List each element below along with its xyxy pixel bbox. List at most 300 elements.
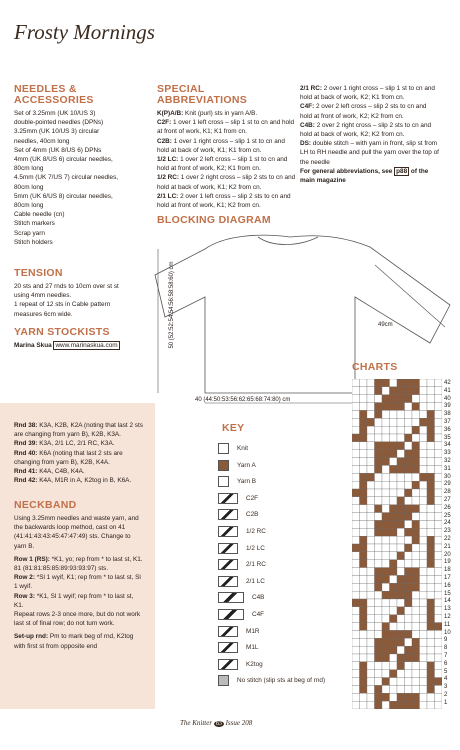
abbrev-item: DS: double stitch – with yarn in front, slip st from LH to RH needle and pull the yarn over the top of the needle	[300, 140, 439, 166]
rounds-list	[14, 421, 144, 485]
chart-cell	[405, 638, 413, 646]
chart-cell	[427, 701, 435, 709]
chart-cell	[382, 395, 390, 403]
chart-cell	[375, 403, 383, 411]
chart-cell	[435, 575, 443, 583]
chart-cell	[420, 403, 428, 411]
chart-cell	[375, 418, 383, 426]
chart-cell	[435, 599, 443, 607]
tension-line: 1 repeat of 12 sts in Cable pattern	[14, 301, 111, 309]
chart-cell	[397, 599, 405, 607]
chart-cell	[405, 528, 413, 536]
chart-cell	[367, 536, 375, 544]
chart-cell	[360, 552, 368, 560]
chart-cell	[375, 552, 383, 560]
key-label: K2tog	[246, 660, 263, 668]
chart-cell	[390, 395, 398, 403]
chart-cell	[405, 442, 413, 450]
abbrev-item: C2B: 1 over 1 right cross – slip 1 st to cn and hold at back of work, K1; K1 from cn.	[157, 137, 285, 154]
chart-cell	[427, 528, 435, 536]
chart-cell	[375, 426, 383, 434]
key-swatch	[218, 493, 238, 504]
chart-cell	[412, 458, 420, 466]
tension-line: 20 sts and 27 rnds to 10cm over st st	[14, 283, 119, 290]
chart-cell	[435, 458, 443, 466]
needles-list	[14, 109, 149, 247]
chart-cell	[360, 654, 368, 662]
key-swatch	[218, 509, 238, 520]
chart-cell	[435, 536, 443, 544]
chart-cell	[412, 646, 420, 654]
chart-cell	[382, 646, 390, 654]
chart-cell	[390, 623, 398, 631]
chart-cell	[390, 615, 398, 623]
chart-cell	[352, 497, 360, 505]
chart-cell	[352, 513, 360, 521]
chart-cell	[367, 544, 375, 552]
needle-item: Stitch markers	[14, 220, 55, 228]
chart-cell	[405, 654, 413, 662]
chart-cell	[427, 670, 435, 678]
chart-cell	[435, 442, 443, 450]
chart-cell	[367, 450, 375, 458]
chart-cell	[412, 599, 420, 607]
chart-cell	[405, 418, 413, 426]
chart-cell	[352, 528, 360, 536]
chart-cell	[367, 654, 375, 662]
chart-cell	[390, 662, 398, 670]
chart-cell	[412, 418, 420, 426]
chart-cell	[360, 701, 368, 709]
chart-cell	[427, 615, 435, 623]
chart-cell	[397, 630, 405, 638]
chart-cell	[360, 685, 368, 693]
chart-row-number: 16	[444, 582, 451, 589]
chart-cell	[390, 489, 398, 497]
chart-cell	[360, 497, 368, 505]
chart-cell	[412, 560, 420, 568]
tension-heading: TENSION	[14, 267, 63, 279]
chart-cell	[397, 505, 405, 513]
abbrev-item: 2/1 RC: 2 over 1 right cross – slip 1 st to cn and hold at back of work, K2; K1 from cn.	[300, 85, 435, 102]
chart-cell	[412, 505, 420, 513]
chart-cell	[435, 670, 443, 678]
chart-cell	[390, 410, 398, 418]
chart-cell	[367, 670, 375, 678]
chart-cell	[397, 568, 405, 576]
abbrev-page-link[interactable]: p88	[396, 167, 408, 175]
chart-cell	[382, 670, 390, 678]
chart-cell	[367, 410, 375, 418]
chart-cell	[435, 450, 443, 458]
chart-cell	[375, 670, 383, 678]
needle-item: 80cm long	[14, 183, 44, 191]
chart-cell	[405, 450, 413, 458]
chart-cell	[382, 591, 390, 599]
needle-item: Set of 3.25mm (UK 10/US 3)	[14, 110, 96, 117]
chart-cell	[352, 638, 360, 646]
abbrev-heading: SPECIAL ABBREVIATIONS	[157, 83, 248, 106]
chart-cell	[390, 599, 398, 607]
chart-row-number: 34	[444, 442, 451, 449]
chart-cell	[435, 410, 443, 418]
chart-cell	[420, 599, 428, 607]
chart-row-number: 36	[444, 426, 451, 433]
chart-cell	[397, 489, 405, 497]
chart-cell	[375, 623, 383, 631]
chart-cell	[352, 615, 360, 623]
chart-cell	[420, 646, 428, 654]
chart-cell	[397, 418, 405, 426]
chart-cell	[367, 403, 375, 411]
chart-cell	[382, 678, 390, 686]
chart-cell	[382, 520, 390, 528]
chart-cell	[435, 607, 443, 615]
chart-cell	[390, 591, 398, 599]
chart-cell	[352, 575, 360, 583]
chart-cell	[352, 630, 360, 638]
chart-cell	[397, 678, 405, 686]
chart-cell	[412, 528, 420, 536]
chart-cell	[435, 693, 443, 701]
chart-cell	[367, 583, 375, 591]
chart-row-number: 11	[444, 621, 451, 628]
chart-cell	[427, 583, 435, 591]
chart-cell	[405, 497, 413, 505]
chart-cell	[435, 497, 443, 505]
chart-cell	[412, 410, 420, 418]
chart-cell	[375, 442, 383, 450]
chart-cell	[367, 458, 375, 466]
chart-cell	[352, 489, 360, 497]
sleeve-length-label: 49cm	[378, 322, 393, 328]
chart-cell	[382, 701, 390, 709]
chart-cell	[397, 575, 405, 583]
chart-cell	[420, 583, 428, 591]
key-label: Yarn B	[237, 478, 257, 486]
abbrev-item: C4F: 2 over 2 left cross – slip 2 sts to cn and hold at front of work, K2; K2 from cn.	[300, 103, 427, 120]
chart-cell	[360, 615, 368, 623]
chart-cell	[375, 544, 383, 552]
chart-cell	[352, 583, 360, 591]
chart-cell	[390, 575, 398, 583]
chart-cell	[435, 638, 443, 646]
chart-cell	[420, 481, 428, 489]
chart-cell	[427, 442, 435, 450]
chart-cell	[390, 418, 398, 426]
chart-cell	[382, 623, 390, 631]
chart-cell	[367, 615, 375, 623]
chart-cell	[397, 662, 405, 670]
chart-cell	[375, 591, 383, 599]
chart-cell	[382, 434, 390, 442]
chart-cell	[397, 481, 405, 489]
chart-cell	[367, 607, 375, 615]
chart-cell	[360, 387, 368, 395]
chart-cell	[352, 465, 360, 473]
chart-cell	[435, 552, 443, 560]
chart-cell	[360, 670, 368, 678]
chart-row-number: 15	[444, 590, 451, 597]
chart-cell	[375, 685, 383, 693]
key-item	[218, 543, 265, 554]
tension-section	[14, 268, 149, 319]
chart-cell	[352, 568, 360, 576]
chart-cell	[375, 410, 383, 418]
chart-cell	[367, 426, 375, 434]
round-item: Rnd 39: K3A, 2/1 LC, 2/1 RC, K3A.	[14, 440, 115, 448]
abbrev-item: 1/2 RC: 1 over 2 right cross – slip 2 sts to cn and hold at back of work, K1; K2 from cn.	[157, 174, 296, 191]
abbrev-item: C2F: 1 over 1 left cross – slip 1 st to cn and hold at front of work, K1; K1 from cn.	[157, 119, 295, 136]
chart-cell	[390, 670, 398, 678]
chart-row-number: 31	[444, 465, 451, 472]
chart-cell	[435, 473, 443, 481]
chart-cell	[420, 544, 428, 552]
chart-cell	[360, 513, 368, 521]
yarn-url-link[interactable]: www.marinaskua.com	[55, 342, 118, 349]
chart-cell	[390, 638, 398, 646]
chart-cell	[375, 536, 383, 544]
chart-cell	[420, 410, 428, 418]
key-item	[218, 592, 264, 603]
chart-cell	[405, 560, 413, 568]
chart-cell	[412, 442, 420, 450]
chart-cell	[420, 442, 428, 450]
chart-cell	[375, 520, 383, 528]
chart-row-number: 25	[444, 512, 451, 519]
chart-cell	[427, 513, 435, 521]
key-item	[218, 642, 258, 653]
chart-cell	[352, 685, 360, 693]
chart-cell	[367, 560, 375, 568]
chart-cell	[375, 654, 383, 662]
chart-cell	[405, 670, 413, 678]
chart-row-number: 17	[444, 575, 451, 581]
key-swatch	[218, 626, 238, 637]
chart-cell	[382, 575, 390, 583]
key-label: No stitch (slip sts at beg of rnd)	[237, 677, 326, 685]
chart-row-number: 2	[444, 692, 448, 698]
chart-cell	[390, 387, 398, 395]
chart-cell	[427, 630, 435, 638]
chart-cell	[397, 434, 405, 442]
needle-item: 4mm (UK 8/US 6) circular needles,	[14, 156, 113, 164]
chart-cell	[382, 379, 390, 387]
chart-cell	[427, 395, 435, 403]
chart-cell	[390, 379, 398, 387]
chart-row-number: 6	[444, 660, 448, 667]
chart-cell	[367, 575, 375, 583]
chart-cell	[382, 583, 390, 591]
chart-cell	[397, 426, 405, 434]
chart-cell	[412, 630, 420, 638]
chart-cell	[382, 607, 390, 615]
charts-heading: CHARTS	[352, 361, 398, 373]
chart-cell	[390, 544, 398, 552]
chart-cell	[397, 473, 405, 481]
chart-cell	[352, 607, 360, 615]
chart-cell	[435, 403, 443, 411]
chart-cell	[420, 465, 428, 473]
chart-cell	[390, 630, 398, 638]
chart-cell	[420, 678, 428, 686]
chart-row-number: 21	[444, 543, 451, 550]
key-swatch	[218, 543, 238, 554]
chart-cell	[397, 623, 405, 631]
chart-cell	[390, 442, 398, 450]
chart-cell	[382, 513, 390, 521]
chart-cell	[405, 693, 413, 701]
chart-cell	[420, 434, 428, 442]
chart-cell	[420, 591, 428, 599]
chart-cell	[420, 458, 428, 466]
chart-cell	[435, 560, 443, 568]
chart-cell	[397, 670, 405, 678]
round-item: Rnd 42: K4A, M1R in A, K2tog in B, K6A.	[14, 477, 132, 485]
chart-cell	[375, 458, 383, 466]
chart-cell	[360, 630, 368, 638]
chart-cell	[405, 465, 413, 473]
chart-cell	[367, 395, 375, 403]
chart-cell	[360, 623, 368, 631]
chart-cell	[375, 513, 383, 521]
chart-cell	[427, 458, 435, 466]
chart-cell	[427, 560, 435, 568]
chart-row-number: 42	[444, 380, 451, 386]
neckband-heading: NECKBAND	[14, 499, 77, 511]
chart-cell	[412, 638, 420, 646]
chart-cell	[412, 693, 420, 701]
needles-heading: NEEDLES & ACCESSORIES	[14, 83, 94, 106]
yarn-brand: Marina Skua	[14, 342, 52, 349]
chart-cell	[352, 403, 360, 411]
chart-cell	[367, 442, 375, 450]
chart-cell	[427, 465, 435, 473]
pattern-panel	[0, 403, 155, 709]
chart-cell	[420, 662, 428, 670]
key-item	[218, 609, 264, 620]
chart-cell	[405, 458, 413, 466]
chart-cell	[360, 528, 368, 536]
chart-cell	[412, 489, 420, 497]
chart-cell	[412, 662, 420, 670]
chart-cell	[352, 450, 360, 458]
chart-cell	[360, 473, 368, 481]
chart-cell	[397, 646, 405, 654]
neckband-text: Using 3.25mm needles and waste yarn, and the backwards loop method, cast on 41 (41:41:43:43:45:47:47:49) sts. Change to yarn B. Row 1 (RS): *K1, yo; rep from * to last st, K1. 81 (81:81:85:85:89:93:93:97) sts. Row 2: *Sl 1 wyif, K1; rep from * to last st, Sl 1 wyif. Row 3: *K1, Sl 1 wyif; rep from * to last st, K1. Repeat rows 2-3 once more, but do not work last st of final row; do not turn work. Set-up rnd: Pm to mark beg of rnd, K2tog with first st from opposite end	[14, 515, 143, 650]
chart-cell	[397, 520, 405, 528]
chart-cell	[352, 591, 360, 599]
chart-cell	[405, 685, 413, 693]
chart-cell	[412, 513, 420, 521]
chart-cell	[405, 615, 413, 623]
chart-row-number: 10	[444, 629, 451, 636]
chart-cell	[412, 670, 420, 678]
chart-cell	[405, 379, 413, 387]
chart-cell	[420, 693, 428, 701]
key-swatch	[218, 526, 238, 537]
chart-cell	[375, 701, 383, 709]
chart-cell	[367, 418, 375, 426]
chart-cell	[390, 458, 398, 466]
abbrev-general: For general abbreviations, see	[300, 167, 393, 175]
chart-cell	[352, 662, 360, 670]
chart-cell	[420, 623, 428, 631]
key-swatch	[218, 476, 229, 487]
chart-cell	[360, 591, 368, 599]
chart-row-number: 7	[444, 653, 448, 659]
key-label: M1R	[246, 627, 260, 635]
chart-cell	[360, 536, 368, 544]
chart-row-number: 19	[444, 559, 451, 566]
chart-row-number: 30	[444, 473, 451, 480]
chart-cell	[367, 513, 375, 521]
chart-cell	[360, 662, 368, 670]
chart-cell	[420, 607, 428, 615]
chart-cell	[435, 489, 443, 497]
chart-cell	[427, 678, 435, 686]
chart-cell	[412, 701, 420, 709]
chart-cell	[360, 693, 368, 701]
chart-row-number: 27	[444, 497, 451, 503]
chart-cell	[352, 623, 360, 631]
chart-cell	[360, 560, 368, 568]
key-label: 1/2 RC	[246, 528, 266, 535]
key-item	[218, 626, 260, 637]
chart-cell	[427, 662, 435, 670]
chart-cell	[405, 568, 413, 576]
key-swatch	[218, 675, 229, 686]
chart-cell	[360, 568, 368, 576]
chart-cell	[427, 434, 435, 442]
chart-cell	[412, 654, 420, 662]
chart-cell	[352, 544, 360, 552]
chart-cell	[390, 520, 398, 528]
key-swatch	[218, 592, 244, 603]
chart-cell	[375, 395, 383, 403]
yarn-heading: YARN STOCKISTS	[14, 326, 110, 338]
chart-cell	[405, 701, 413, 709]
chart-cell	[420, 505, 428, 513]
chart-cell	[375, 662, 383, 670]
key-item	[218, 443, 248, 454]
chart-cell	[367, 552, 375, 560]
key-item	[218, 460, 256, 471]
needle-item: 5mm (UK 6/US 8) circular needles,	[14, 192, 113, 200]
chart-cell	[435, 623, 443, 631]
chart-cell	[435, 544, 443, 552]
chart-cell	[435, 426, 443, 434]
chart-cell	[360, 450, 368, 458]
chart-row-number: 22	[444, 536, 451, 542]
key-item	[218, 576, 265, 587]
chart-cell	[390, 568, 398, 576]
chart-cell	[405, 607, 413, 615]
chart-cell	[367, 591, 375, 599]
chart-row-number: 40	[444, 395, 451, 402]
chart-cell	[382, 473, 390, 481]
chart-cell	[420, 670, 428, 678]
chart-cell	[367, 701, 375, 709]
chart-cell	[397, 654, 405, 662]
chart-cell	[420, 536, 428, 544]
chart-cell	[352, 387, 360, 395]
chart-cell	[427, 379, 435, 387]
chart-row-number: 23	[444, 528, 451, 535]
chart-cell	[360, 544, 368, 552]
chart-cell	[352, 426, 360, 434]
chart-row-number: 29	[444, 481, 451, 488]
